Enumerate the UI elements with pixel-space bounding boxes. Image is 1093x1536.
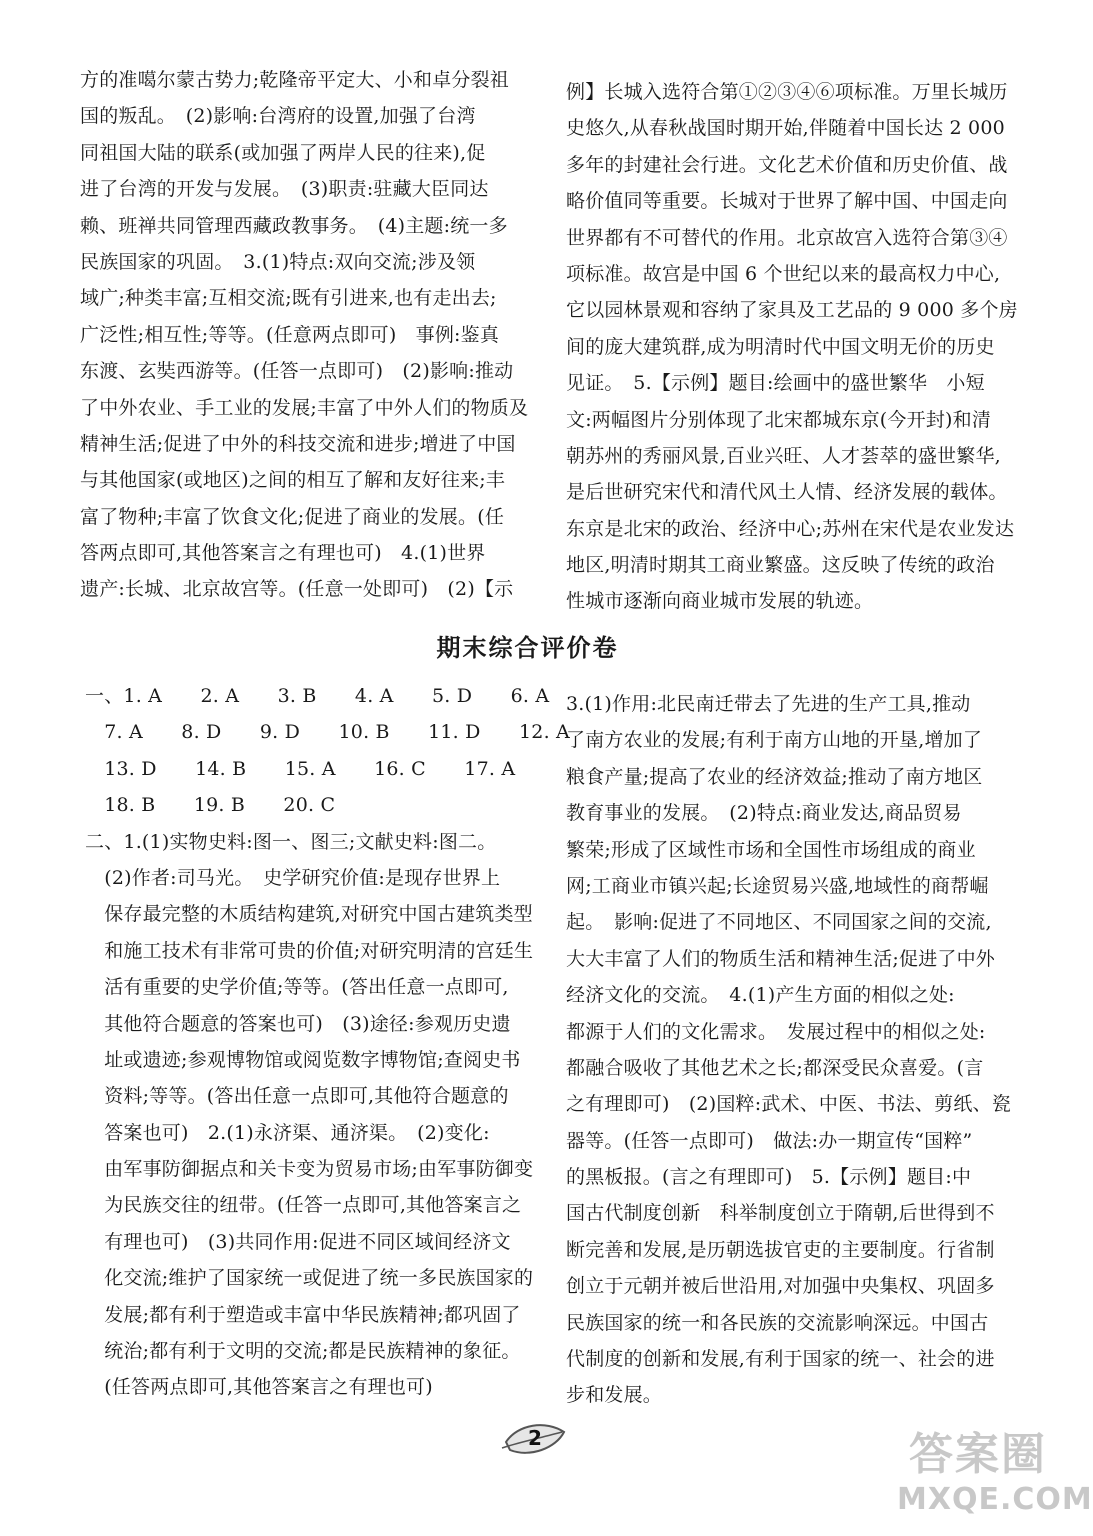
text-line: 粮食产量;提高了农业的经济效益;推动了南方地区	[566, 765, 983, 788]
text-line: 断完善和发展,是历朝选拔官吏的主要制度。行省制	[566, 1238, 995, 1261]
text-line: 例】长城入选符合第①②③④⑥项标准。万里长城历	[566, 81, 1008, 103]
text-line: 大大丰富了人们的物质生活和精神生活;促进了中外	[566, 947, 996, 970]
text-line: 资料;等等。(答出任意一点即可,其他符合题意的	[85, 1085, 509, 1108]
text-line: 繁荣;形成了区域性市场和全国性市场组成的商业	[566, 838, 976, 861]
text-line: 网;工商业市镇兴起;长途贸易兴盛,地域性的商帮崛	[566, 874, 989, 897]
text-line: (任答两点即可,其他答案言之有理也可)	[85, 1376, 433, 1399]
text-line: 地区,明清时期其工商业繁盛。这反映了传统的政治	[566, 554, 995, 577]
section-title: 期末综合评价卷	[436, 634, 619, 662]
text-line: 保存最完整的木质结构建筑,对研究中国古建筑类型	[85, 903, 533, 926]
text-line: 了中外农业、手工业的发展;丰富了中外人们的物质及	[80, 396, 529, 419]
text-line: 活有重要的史学价值;等等。(答出任意一点即可,	[85, 976, 509, 999]
text-line: 民族国家的统一和各民族的交流影响深远。中国古	[566, 1311, 989, 1334]
text-line: 东渡、玄奘西游等。(任答一点即可) (2)影响:推动	[80, 360, 514, 383]
text-line: 器等。(任答一点即可) 做法:办一期宣传“国粹”	[566, 1129, 973, 1152]
top-left-column	[80, 62, 550, 608]
page-number: 2	[528, 1426, 542, 1450]
text-line: 广泛性;相互性;等等。(任意两点即可) 事例:鉴真	[80, 323, 500, 346]
page-number-badge	[500, 1418, 570, 1460]
text-line: 是后世研究宋代和清代风土人情、经济发展的载体。	[566, 481, 1008, 504]
text-line: 由军事防御据点和关卡变为贸易市场;由军事防御变	[85, 1158, 534, 1181]
text-line: 域广;种类丰富;互相交流;既有引进来,也有走出去;	[80, 287, 497, 310]
top-right-column	[566, 74, 1036, 620]
text-line: (2)作者:司马光。 史学研究价值:是现存世界上	[85, 866, 501, 889]
watermark	[897, 1428, 1093, 1528]
text-line: 一、1. A 2. A 3. B 4. A 5. D 6. A	[85, 685, 550, 707]
text-line: 了南方农业的发展;有利于南方山地的开垦,增加了	[566, 729, 983, 752]
text-line: 化交流;维护了国家统一或促进了统一多民族国家的	[85, 1267, 534, 1290]
text-line: 性城市逐渐向商业城市发展的轨迹。	[566, 590, 874, 613]
text-line: 国古代制度创新 科举制度创立于隋朝,后世得到不	[566, 1202, 995, 1225]
text-line: 答案也可) 2.(1)永济渠、通济渠。 (2)变化:	[85, 1121, 490, 1144]
watermark-url: MXQE.COM	[897, 1482, 1093, 1517]
text-line: 都融合吸收了其他艺术之长;都深受民众喜爱。(言	[566, 1056, 984, 1079]
text-line: 史悠久,从春秋战国时期开始,伴随着中国长达 2 000	[566, 117, 1005, 140]
text-line: 的黑板报。(言之有理即可) 5.【示例】题目:中	[566, 1166, 972, 1189]
text-line: 富了物种;丰富了饮食文化;促进了商业的发展。(任	[80, 505, 505, 528]
text-line: 遗产:长城、北京故宫等。(任意一处即可) (2)【示	[80, 578, 514, 601]
text-line: 起。 影响:促进了不同地区、不同国家之间的交流,	[566, 911, 992, 934]
text-line: 项标准。故宫是中国 6 个世纪以来的最高权力中心,	[566, 262, 1001, 285]
text-line: 略价值同等重要。长城对于世界了解中国、中国走向	[566, 190, 1008, 213]
text-line: 同祖国大陆的联系(或加强了两岸人民的往来),促	[80, 141, 486, 164]
text-line: 18. B 19. B 20. C	[85, 794, 336, 817]
text-line: 发展;都有利于塑造或丰富中华民族精神;都巩固了	[85, 1303, 521, 1326]
text-line: 7. A 8. D 9. D 10. B 11. D 12. A	[85, 721, 570, 744]
text-line: 和施工技术有非常可贵的价值;对研究明清的宫廷生	[85, 939, 534, 962]
text-line: 东京是北宋的政治、经济中心;苏州在宋代是农业发达	[566, 517, 1015, 540]
text-line: 间的庞大建筑群,成为明清时代中国文明无价的历史	[566, 335, 995, 358]
text-line: 13. D 14. B 15. A 16. C 17. A	[85, 757, 516, 780]
text-line: 赖、班禅共同管理西藏政教事务。 (4)主题:统一多	[80, 214, 508, 237]
text-line: 为民族交往的纽带。(任答一点即可,其他答案言之	[85, 1194, 522, 1217]
text-line: 代制度的创新和发展,有利于国家的统一、社会的进	[566, 1348, 995, 1371]
bottom-left-column	[85, 678, 570, 1406]
text-line: 精神生活;促进了中外的科技交流和进步;增进了中国	[80, 432, 516, 455]
text-line: 都源于人们的文化需求。 发展过程中的相似之处:	[566, 1020, 986, 1043]
text-line: 朝苏州的秀丽风景,百业兴旺、人才荟萃的盛世繁华,	[566, 444, 1001, 467]
text-line: 民族国家的巩固。 3.(1)特点:双向交流;涉及领	[80, 250, 476, 273]
text-line: 多年的封建社会行进。文化艺术价值和历史价值、战	[566, 153, 1008, 176]
text-line: 与其他国家(或地区)之间的相互了解和友好往来;丰	[80, 469, 506, 492]
text-line: 进了台湾的开发与发展。 (3)职责:驻藏大臣同达	[80, 178, 489, 201]
text-line: 统治;都有利于文明的交流;都是民族精神的象征。	[85, 1340, 521, 1363]
text-line: 二、1.(1)实物史料:图一、图三;文献史料:图二。	[85, 830, 497, 853]
text-line: 见证。 5.【示例】题目:绘画中的盛世繁华 小短	[566, 372, 985, 395]
text-line: 有理也可) (3)共同作用:促进不同区域间经济文	[85, 1230, 511, 1253]
text-line: 文:两幅图片分别体现了北宋都城东京(今开封)和清	[566, 408, 992, 431]
bottom-right-column	[566, 686, 1036, 1414]
text-line: 国的叛乱。 (2)影响:台湾府的设置,加强了台湾	[80, 105, 476, 128]
text-line: 之有理即可) (2)国粹:武术、中医、书法、剪纸、瓷	[566, 1093, 1011, 1116]
watermark-logo: 答案圈	[909, 1429, 1047, 1480]
text-line: 教育事业的发展。 (2)特点:商业发达,商品贸易	[566, 802, 962, 825]
text-line: 经济文化的交流。 4.(1)产生方面的相似之处:	[566, 984, 955, 1007]
text-line: 世界都有不可替代的作用。北京故宫入选符合第③④	[566, 226, 1008, 249]
text-line: 创立于元朝并被后世沿用,对加强中央集权、巩固多	[566, 1275, 995, 1298]
text-line: 其他符合题意的答案也可) (3)途径:参观历史遗	[85, 1012, 511, 1035]
text-line: 它以园林景观和容纳了家具及工艺品的 9 000 多个房	[566, 299, 1018, 322]
text-line: 步和发展。	[566, 1384, 663, 1407]
text-line: 方的准噶尔蒙古势力;乾隆帝平定大、小和卓分裂祖	[80, 69, 510, 91]
text-line: 答两点即可,其他答案言之有理也可) 4.(1)世界	[80, 542, 486, 565]
text-line: 址或遗迹;参观博物馆或阅览数字博物馆;查阅史书	[85, 1048, 521, 1071]
text-line: 3.(1)作用:北民南迁带去了先进的生产工具,推动	[566, 693, 971, 715]
